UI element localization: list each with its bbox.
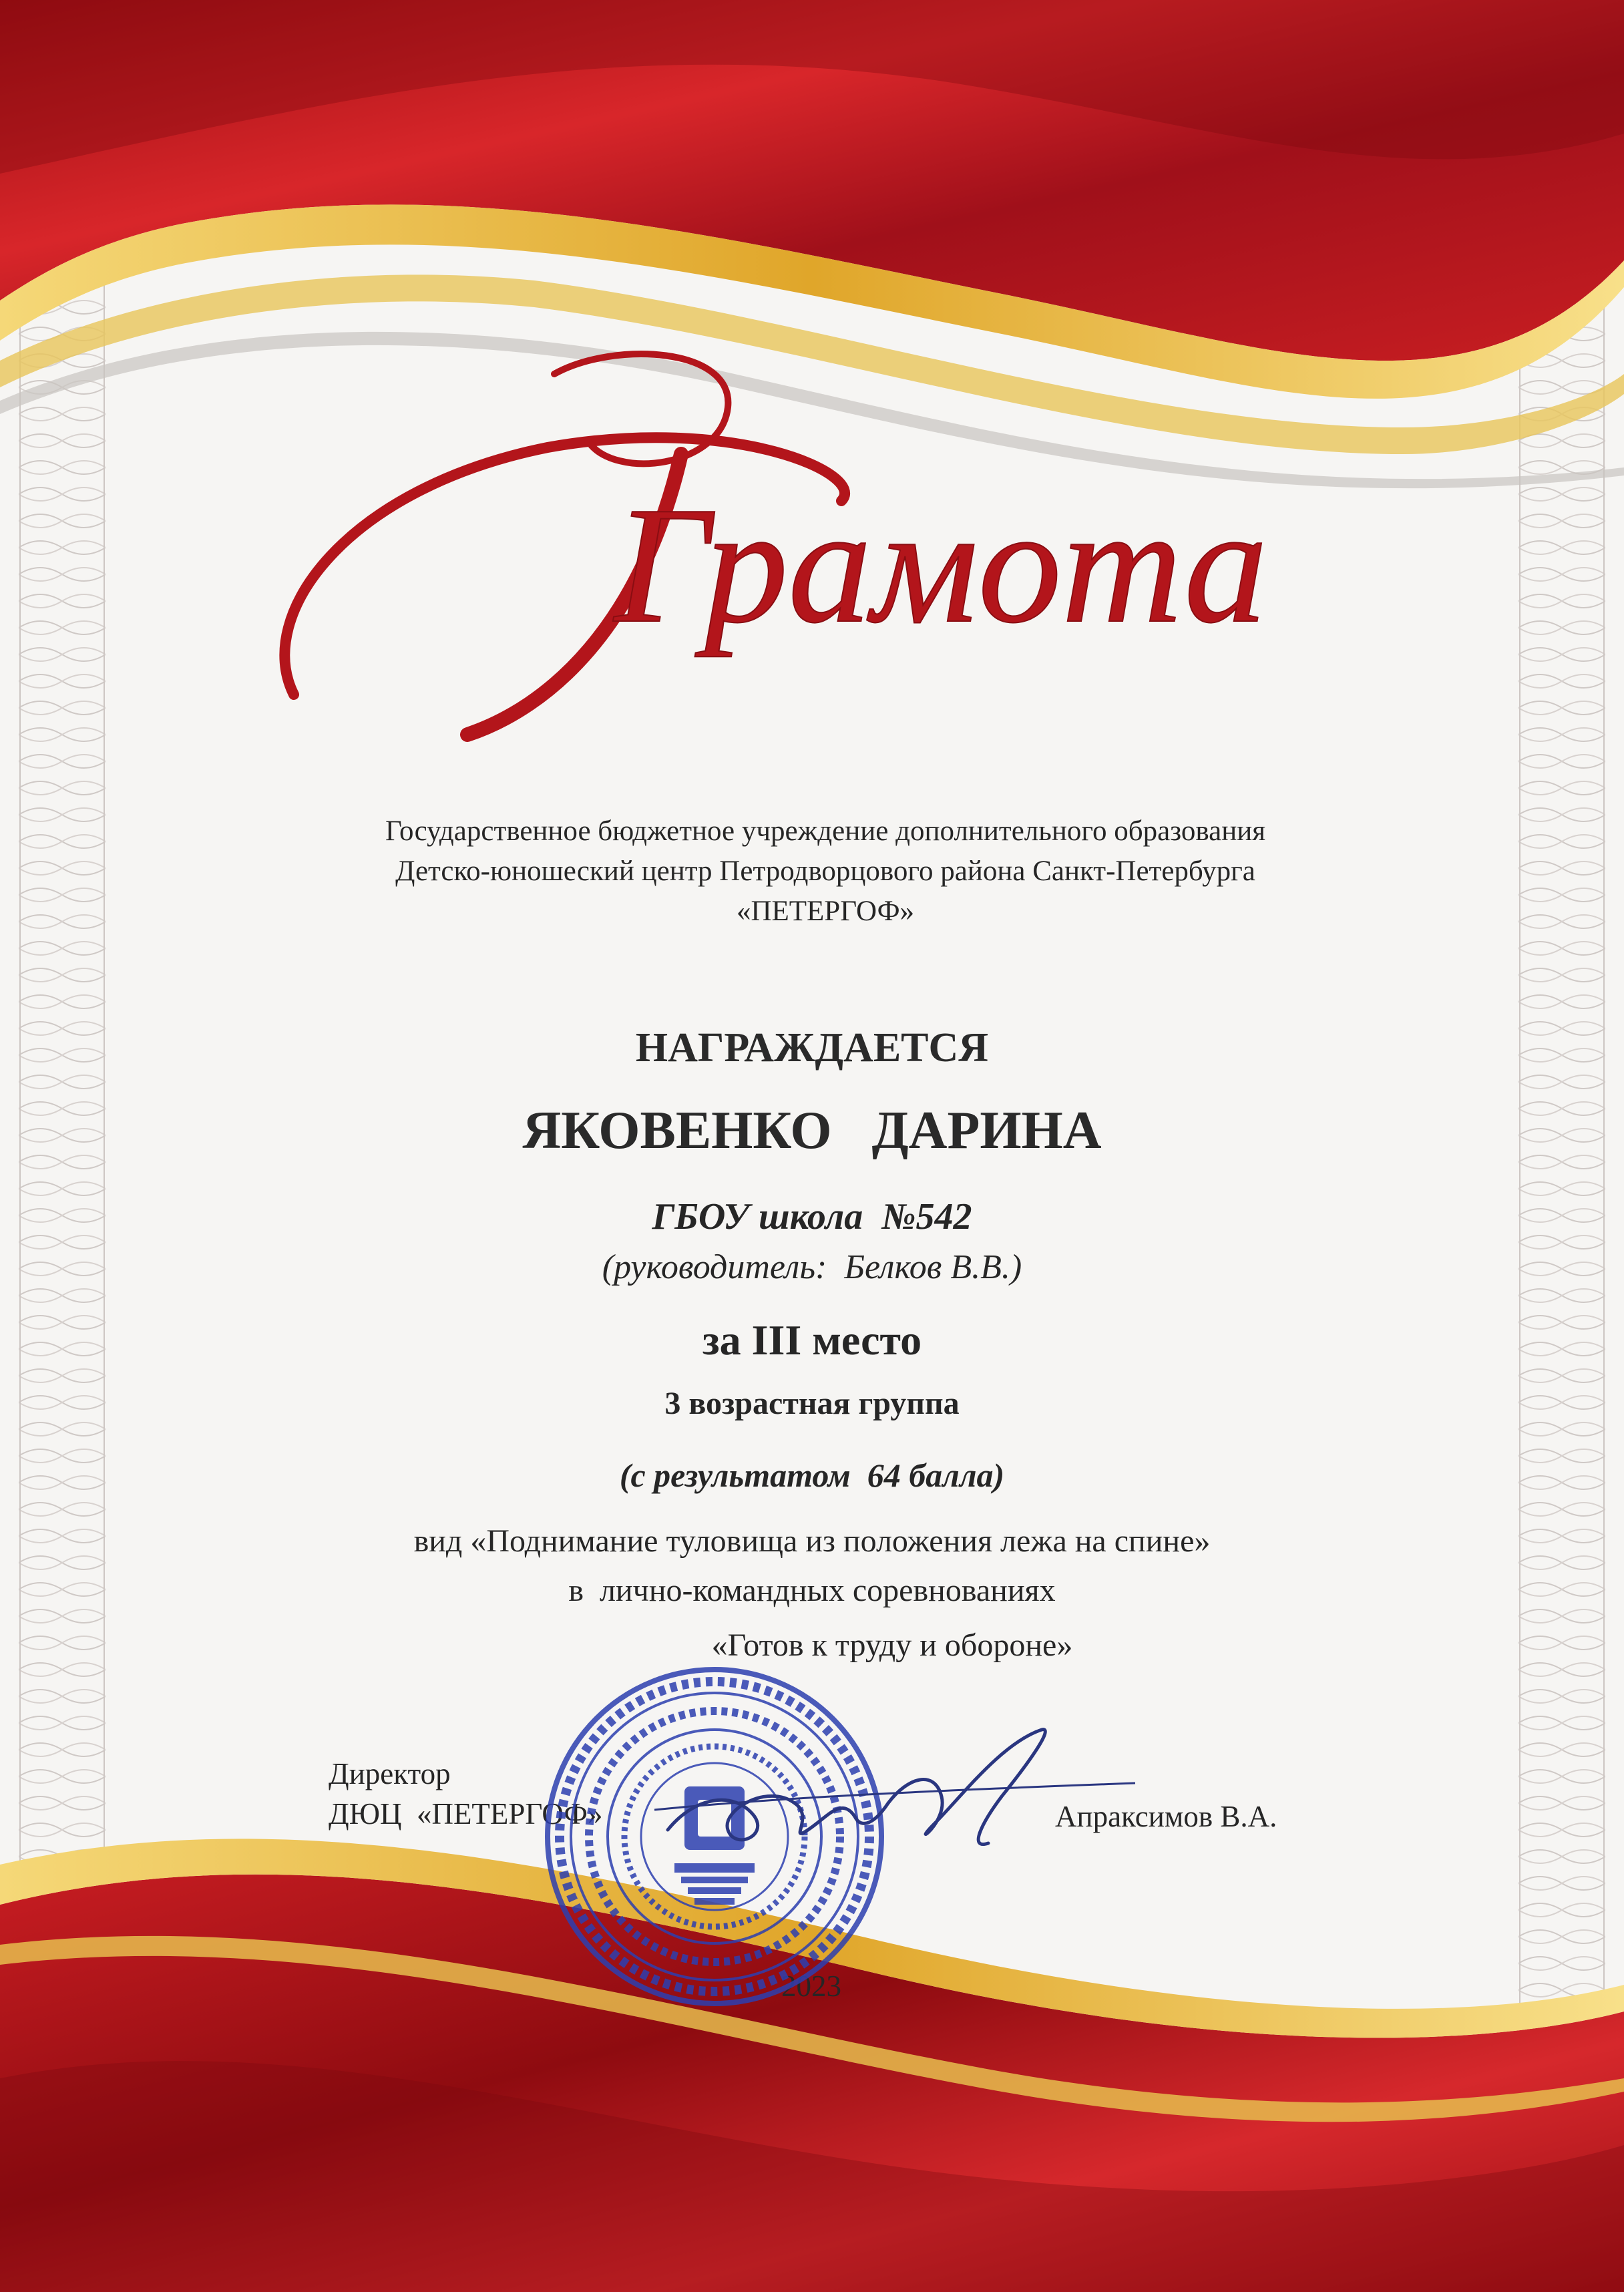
organization-line-2: Детско-юношеский центр Петродворцового района Санкт-Петербурга [395,855,1255,887]
year: 2023 [781,1969,841,2003]
place-awarded: за III место [702,1316,922,1364]
school-name: ГБОУ школа №542 [652,1196,972,1237]
result-score: (с результатом 64 балла) [619,1457,1005,1494]
organization-line-3: «ПЕТЕРГОФ» [736,896,915,927]
director-title: Директор [329,1757,451,1790]
organization-line-1: Государственное бюджетное учреждение дополнительного образования [385,815,1266,847]
title-text: Грамота [614,473,1268,658]
title-grammata-calligraphy [267,334,1309,748]
event-line-2: в лично-командных соревнованиях [568,1573,1056,1608]
supervisor: (руководитель: Белков В.В.) [602,1248,1022,1286]
director-name: Апраксимов В.А. [1055,1800,1277,1833]
awarded-label: НАГРАЖДАЕТСЯ [635,1025,989,1071]
event-line-1: вид «Поднимание туловища из положения лежа на спине» [413,1523,1211,1559]
recipient-name: ЯКОВЕНКО ДАРИНА [522,1101,1102,1160]
age-group: 3 возрастная группа [664,1386,960,1421]
signature-icon [654,1716,1135,1890]
event-line-3: «Готов к труду и обороне» [711,1628,1073,1663]
director-organization: ДЮЦ «ПЕТЕРГОФ» [329,1797,603,1831]
